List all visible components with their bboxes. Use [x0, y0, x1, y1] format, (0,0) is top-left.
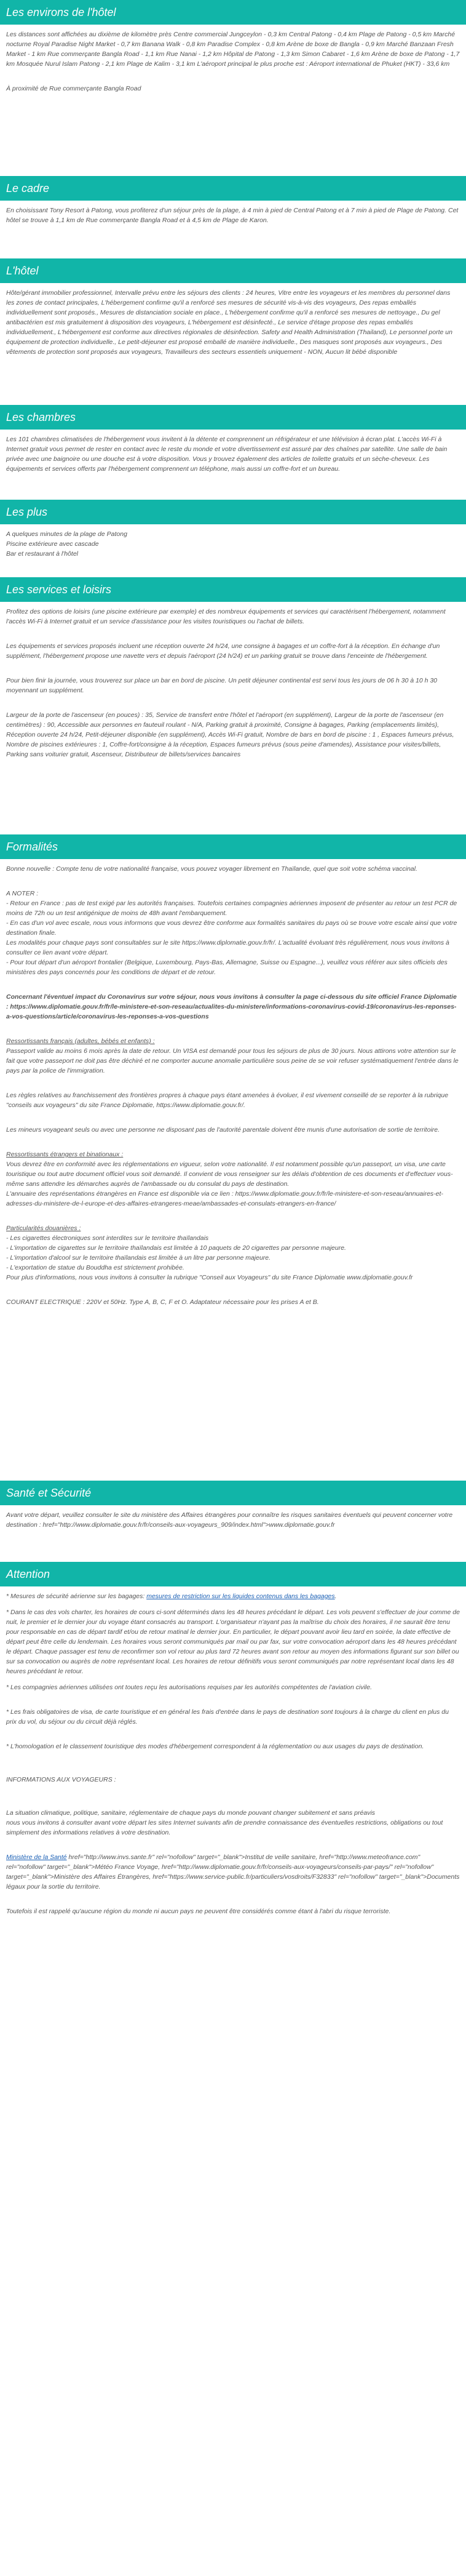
- services-para-3: Pour bien finir la journée, vous trouverez sur place un bar en bord de piscine. Un petit déjeuner continental est servi tous les jours de 06 h 30 à 10 h 30 moyennant un supplément.: [6, 677, 438, 694]
- customs-line: Pour plus d'informations, nous vous invitons à consulter la rubrique "Conseil aux Voyageurs" du site France Diplomatie www.diplomatie.gouv.fr: [6, 1274, 413, 1281]
- section-header-sante: Santé et Sécurité: [0, 1481, 466, 1505]
- minors-text: Les mineurs voyageant seuls ou avec une personne ne disposant pas de l'autorité parentale doivent être munis d'une autorisation de sortie de territoire.: [6, 1126, 440, 1134]
- section-header-hotel: L'hôtel: [0, 258, 466, 283]
- foreign-list: L'annuaire des représentations étrangères en France est disponible via ce lien : https://www.diplomatie.gouv.fr/fr/le-ministere-et-son-reseau/annuaires-et-adresses-du-ministere-de-l-europe-et-des-affaires-etrangeres-meae/ambassades-et-consulats-etrangers-en-france/: [6, 1190, 443, 1207]
- customs-title: Particularités douanières :: [6, 1225, 81, 1232]
- customs-line: - L'importation d'alcool sur le territoire thaïlandais est limitée à un litre par personne majeure.: [6, 1254, 271, 1262]
- note-line: - Pour tout départ d'un aéroport frontalier (Belgique, Luxembourg, Pays-Bas, Allemagne, Suisse ou Espagne...), veuillez vous référer aux sites officiels des ministères des pays concernés pour les conditions de départ et de retour.: [6, 959, 448, 976]
- fr-text: Passeport valide au moins 6 mois après la date de retour. Un VISA est demandé pour tous les séjours de plus de 30 jours. Nous attirons votre attention sur le fait que votre passeport ne doit pas être déchiré et ne comporter aucune anomalie particulière sous peine de se voir refuser systématiquement l'entrée dans le pays par la police de l'immigration.: [6, 1047, 459, 1074]
- section-header-cadre: Le cadre: [0, 176, 466, 201]
- environs-note: À proximité de Rue commerçante Bangla Road: [6, 85, 141, 92]
- customs-line: - L'exportation de statue du Bouddha est strictement prohibée.: [6, 1264, 184, 1271]
- rules-text: Les règles relatives au franchissement des frontières propres à chaque pays étant amenées à évoluer, il est vivement conseillé de se reporter à la rubrique "conseils aux voyageurs" du site France Diplomatie, https://www.diplomatie.gouv.fr/.: [6, 1092, 449, 1109]
- note-line: - En cas d'un vol avec escale, nous vous informons que vous devrez être conforme aux formalités sanitaires du pays où se trouve votre escale ainsi que votre destination finale.: [6, 919, 457, 937]
- attention-p5: * L'homologation et le classement touristique des modes d'hébergement correspondent à la réglementation ou aux usages du pays de destination.: [6, 1743, 424, 1750]
- formalites-intro: Bonne nouvelle : Compte tenu de votre nationalité française, vous pouvez voyager librement en Thaïlande, quel que soit votre schéma vaccinal.: [6, 865, 417, 873]
- sante-ministry-link[interactable]: Ministère de la Santé: [6, 1854, 67, 1861]
- plus-list: [6, 529, 460, 559]
- customs-line: - Les cigarettes électroniques sont interdites sur le territoire thaïlandais: [6, 1234, 209, 1242]
- section-header-formalites: Formalités: [0, 834, 466, 859]
- section-body-sante: [0, 1505, 466, 1562]
- fr-section: [6, 1036, 460, 1076]
- attention-p2: * Dans le cas des vols charter, les horaires de cours ci-sont déterminés dans les 48 heures précédant le départ. Les vols peuvent s'effectuer de jour comme de nuit, le premier et le dernier jour du voyage étant consacrés au transport. L'organisateur n'ayant pas la maîtrise du choix des horaires, il ne saurait être tenu pour responsable en cas de départ tardif et/ou de retour matinal le dernier jour. En particulier, le départ pouvant avoir lieu tard en soirée, la date effective de départ peut être celle du lendemain. Les horaires vous seront communiqués par mail ou par fax, sur votre convocation aéroport dans les 48 heures précédant le départ. Chaque passager est tenu de reconfirmer son vol retour au plus tard 72 heures avant son retour au moyen des informations figurant sur son billet ou sur sa convocation ou auprès de notre représentant local. Les horaires de retour définitifs vous seront communiqués par notre représentant local dans les 48 heures précédant le retour.: [6, 1609, 460, 1675]
- foreign-title: Ressortissants étrangers et binationaux :: [6, 1151, 124, 1158]
- note-title: A NOTER :: [6, 890, 39, 897]
- formalites-note: [6, 889, 460, 977]
- plus-item: Piscine extérieure avec cascade: [6, 540, 99, 548]
- section-header-services: Les services et loisirs: [0, 577, 466, 602]
- services-para-2: Les équipements et services proposés incluent une réception ouverte 24 h/24, une consigne à bagages et un coffre-fort à la réception. En échange d'un supplément, l'hébergement propose une navette vers et depuis l'aéroport (24 h/24) et un parking gratuit se trouve dans l'enceinte de l'hébergement.: [6, 642, 440, 660]
- fr-title: Ressortissants français (adultes, bébés et enfants) :: [6, 1038, 155, 1045]
- note-line: - Retour en France : pas de test exigé par les autorités françaises. Toutefois certaines compagnies aériennes imposent de présenter au retour un test PCR de moins de 72h ou un test antigénique de moins de 48h avant l'embarquement.: [6, 900, 457, 917]
- section-body-environs: [0, 25, 466, 165]
- plus-item: A quelques minutes de la plage de Patong: [6, 530, 127, 538]
- plus-item: Bar et restaurant à l'hôtel: [6, 550, 78, 558]
- attention-p4: * Les frais obligatoires de visa, de carte touristique et en général les frais d'entrée dans le pays de destination sont toujours à la charge du client en plus du prix du vol, du séjour ou du circuit déjà réglés.: [6, 1708, 449, 1726]
- attention-info-title: INFORMATIONS AUX VOYAGEURS :: [6, 1776, 116, 1783]
- section-body-plus: [0, 524, 466, 577]
- sante-text: Avant votre départ, veuillez consulter le site du ministère des Affaires étrangères pour connaître les risques sanitaires éventuels qui peuvent concerner votre destination : href="http://www.diplomatie.gouv.fr/fr/conseils-aux-voyageurs_909/index.html">www.diplomatie.gouv.fr: [6, 1511, 453, 1529]
- attention-p7-text: nous vous invitons à consulter avant votre départ les sites Internet suivants afin de prendre connaissance des éventuelles restrictions, obligations ou tout simplement des informations relatives à votre destination.: [6, 1819, 443, 1836]
- section-body-attention: [0, 1586, 466, 1929]
- attention-p1-prefix: * Mesures de sécurité aérienne sur les bagages:: [6, 1593, 147, 1600]
- attention-p9: Toutefois il est rappelé qu'aucune région du monde ni aucun pays ne peuvent être considérés comme étant à l'abri du risque terroriste.: [6, 1908, 391, 1915]
- attention-p1-suffix: .: [334, 1593, 337, 1600]
- customs-section: [6, 1223, 460, 1282]
- section-body-formalites: [0, 859, 466, 1481]
- chambres-text: Les 101 chambres climatisées de l'hébergement vous invitent à la détente et comprennent un réfrigérateur et une télévision à écran plat. L'accès Wi-Fi à Internet gratuit vous permet de rester en contact avec le reste du monde et votre divertissement est assuré par des chaînes par satellite. Une salle de bain privée avec une baignoire ou une douche est à votre disposition. Vous y trouvez également des articles de toilette gratuits et un sèche-cheveux. Les équipements et services offerts par l'hébergement comprennent un téléphone, mais aussi un coffre-fort et un bureau.: [6, 436, 448, 473]
- services-para-4: Largeur de la porte de l'ascenseur (en pouces) : 35, Service de transfert entre l'hôtel et l'aéroport (en supplément), Largeur de la porte de l'ascenseur (en centimètres) : 90, Accessible aux personnes en fauteuil roulant - N/A, Parking gratuit à proximité, Consigne à bagages, Parking (emplacements limités), Réception ouverte 24 h/24, Petit-déjeuner disponible (en supplément), Accès Wi-Fi gratuit, Nombre de bars en bord de piscine : 1 , Espaces fumeurs prévus, Nombre de piscines extérieures : 1, Coffre-fort/consigne à la réception, Espaces fumeurs prévus (sous peine d'amendes), Assistance pour visites/billets, Parking sans voiturier gratuit, Ascenseur, Distributeur de billets/services bancaires: [6, 711, 454, 758]
- attention-p1: [6, 1591, 460, 1601]
- electric-info: COURANT ELECTRIQUE : 220V et 50Hz. Type A, B, C, F et O. Adaptateur nécessaire pour les prises A et B.: [6, 1298, 319, 1306]
- section-header-plus: Les plus: [0, 500, 466, 524]
- section-body-cadre: [0, 201, 466, 258]
- attention-p3: * Les compagnies aériennes utilisées ont toutes reçu les autorisations requises par les autorités compétentes de l'aviation civile.: [6, 1684, 372, 1691]
- attention-p8: [6, 1852, 460, 1892]
- foreign-text: Vous devrez être en conformité avec les réglementations en vigueur, selon votre nationalité. Il est notamment possible qu'un passeport, un visa, une carte touristique ou tout autre document officiel vous soit demandé. Il convient de vous renseigner sur les délais d'obtention de ces documents et d'effectuer vous-même sans attendre les démarches auprès de l'ambassade ou du consulat du pays de destination.: [6, 1161, 453, 1188]
- attention-p8-rest: href="http://www.invs.sante.fr" rel="nofollow" target="_blank">Institut de veille sanitaire, href="http://www.meteofrance.com" rel="nofollow" target="_blank">Météo France Voyage, href="http://www.diplomatie.gouv.fr/fr/conseils-aux-voyageurs/conseils-par-pays/" rel="nofollow" target="_blank">Ministère des Affaires Étrangères, href="https://www.service-public.fr/particuliers/vosdroits/F32833" rel="nofollow" target="_blank">Documents légaux pour la sortie du territoire.: [6, 1854, 460, 1890]
- section-body-services: [0, 602, 466, 834]
- attention-p6-text: La situation climatique, politique, sanitaire, réglementaire de chaque pays du monde pouvant changer subitement et sans préavis: [6, 1809, 376, 1817]
- customs-line: - L'importation de cigarettes sur le territoire thaïlandais est limitée à 10 paquets de 20 cigarettes par personne majeure.: [6, 1244, 346, 1252]
- foreign-section: [6, 1150, 460, 1209]
- covid-info: Concernant l'éventuel impact du Coronavirus sur votre séjour, nous vous invitons à consulter la page ci-dessous du site officiel France Diplomatie : https://www.diplomatie.gouv.fr/fr/le-ministere-et-son-reseau/actualites-du-ministere/informations-coronavirus-covid-19/coronavirus-les-reponses-a-vos-questions/article/coronavirus-les-reponses-a-vos-questions: [6, 993, 457, 1020]
- section-header-attention: Attention: [0, 1562, 466, 1586]
- section-body-chambres: [0, 430, 466, 500]
- attention-p6: [6, 1808, 460, 1838]
- services-para-1: Profitez des options de loisirs (une piscine extérieure par exemple) et des nombreux équipements et services qui caractérisent l'hébergement, notamment l'accès Wi-Fi à Internet gratuit et un service d'assistance pour les visites touristiques ou l'achat de billets.: [6, 608, 446, 625]
- hotel-text: Hôte/gérant immobilier professionnel, Intervalle prévu entre les séjours des clients : 24 heures, Vitre entre les voyageurs et les membres du personnel dans les zones de contact principales, L'hébergement confirme qu'il a renforcé ses mesures de sécurité vis-à-vis des voyageurs, Des repas emballés individuellement sont proposés., Mesures de distanciation sociale en place., L'hébergement confirme qu'il a renforcé ses mesures de nettoyage., Du gel antibactérien est mis gratuitement à disposition des voyageurs, L'hébergement est désinfecté., Le service d'étage propose des repas emballés individuellement., L'hébergement est conforme aux directives régionales de désinfection. Safety and Health Administration (Thailand), Le personnel porte un équipement de protection individuelle., Le petit-déjeuner est proposé emballé de manière individuelle., Des masques sont proposés aux voyageurs., Des vêtements de protection sont proposés aux voyageurs, Travailleurs des secteurs essentiels uniquement - NON, Aucun lit bébé disponible: [6, 289, 452, 356]
- note-line: Les modalités pour chaque pays sont consultables sur le site https://www.diplomatie.gouv.fr/fr/. L'actualité évoluant très régulièrement, nous vous invitons à consulter ce lien avant votre départ.: [6, 939, 449, 956]
- section-header-chambres: Les chambres: [0, 405, 466, 430]
- section-header-environs: Les environs de l'hôtel: [0, 0, 466, 25]
- liquids-restriction-link[interactable]: mesures de restriction sur les liquides contenus dans les bagages: [146, 1593, 335, 1600]
- cadre-text: En choisissant Tony Resort à Patong, vous profiterez d'un séjour près de la plage, à 4 min à pied de Central Patong et à 7 min à pied de Plage de Patong. Cet hôtel se trouve à 1,1 km de Rue commerçante Bangla Road et à 4,5 km de Plage de Karon.: [6, 207, 459, 224]
- section-body-hotel: [0, 283, 466, 405]
- environs-text: Les distances sont affichées au dixième de kilomètre près Centre commercial Jungceylon - 0,3 km Central Patong - 0,4 km Plage de Patong - 0,5 km Marché nocturne Royal Paradise Night Market - 0,7 km Banana Walk - 0,8 km Paradise Complex - 0,8 km Arène de boxe de Bangla - 0,9 km Marché Banzaan Fresh Market - 1 km Rue commerçante Bangla Road - 1,1 km Rue Nanai - 1,2 km Hôpital de Patong - 1,3 km Simon Cabaret - 1,6 km Arène de boxe de Patong - 1,7 km Mosquée Nurul Islam Patong - 2,1 km Plage de Kalim - 3,1 km L'aéroport principal le plus proche est : Aéroport international de Phuket (HKT) - 33,6 km: [6, 31, 460, 68]
